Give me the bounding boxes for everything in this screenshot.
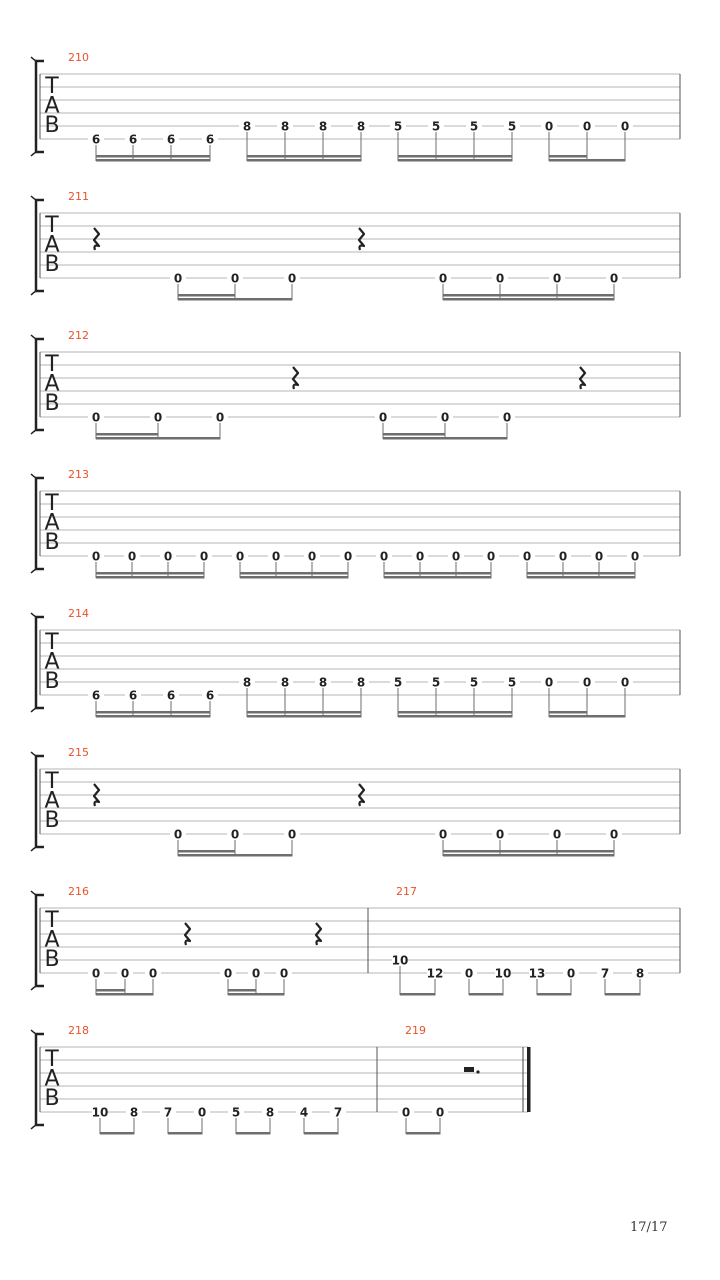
- beam: [400, 993, 436, 996]
- beam: [537, 993, 572, 996]
- beam: [406, 1132, 441, 1135]
- fret-number: 8: [280, 119, 290, 134]
- fret-number: 0: [271, 549, 281, 564]
- fret-number: 5: [507, 119, 517, 134]
- fret-number: 0: [620, 675, 630, 690]
- beam: [132, 576, 169, 579]
- fret-number: 0: [451, 549, 461, 564]
- tab-clef-letter: T: [45, 74, 59, 99]
- fret-number: 0: [502, 410, 512, 425]
- fret-number: 7: [600, 966, 610, 981]
- beam: [443, 294, 501, 297]
- beam: [557, 850, 615, 853]
- beam: [384, 572, 421, 575]
- beam: [96, 989, 126, 992]
- beam: [235, 854, 293, 857]
- fret-number: 0: [415, 549, 425, 564]
- fret-number: 5: [431, 675, 441, 690]
- fret-number: 0: [620, 119, 630, 134]
- beam: [276, 572, 313, 575]
- beam: [549, 711, 588, 714]
- fret-number: 4: [299, 1105, 309, 1120]
- fret-number: 0: [438, 827, 448, 842]
- beam: [323, 159, 362, 162]
- beam: [557, 294, 615, 297]
- beam: [474, 711, 513, 714]
- beam: [96, 155, 134, 158]
- beam: [563, 572, 600, 575]
- half-rest-icon: [464, 1067, 474, 1072]
- fret-number: 0: [609, 827, 619, 842]
- fret-number: 0: [582, 675, 592, 690]
- fret-number: 0: [235, 549, 245, 564]
- beam: [323, 715, 362, 718]
- fret-number: 0: [148, 966, 158, 981]
- beam: [133, 715, 172, 718]
- beam: [500, 294, 558, 297]
- beam: [599, 576, 636, 579]
- beam: [474, 159, 513, 162]
- beam: [133, 711, 172, 714]
- fret-number: 8: [242, 119, 252, 134]
- beam: [500, 854, 558, 857]
- beam: [312, 572, 349, 575]
- beam: [171, 715, 211, 718]
- fret-number: 6: [128, 688, 138, 703]
- beam: [96, 433, 159, 436]
- fret-number: 0: [199, 549, 209, 564]
- beam: [96, 993, 126, 996]
- fret-number: 0: [522, 549, 532, 564]
- beam: [96, 437, 159, 440]
- beam: [96, 572, 133, 575]
- tab-clef-letter: T: [45, 1047, 59, 1072]
- measure-number: 211: [68, 190, 89, 203]
- fret-number: 0: [609, 271, 619, 286]
- fret-number: 8: [129, 1105, 139, 1120]
- tab-clef-letter: B: [44, 947, 60, 972]
- fret-number: 0: [495, 827, 505, 842]
- fret-number: 5: [507, 675, 517, 690]
- beam: [443, 298, 501, 301]
- fret-number: 0: [215, 410, 225, 425]
- beam: [312, 576, 349, 579]
- beam: [456, 576, 492, 579]
- fret-number: 8: [635, 966, 645, 981]
- beam: [436, 159, 475, 162]
- beam: [171, 155, 211, 158]
- beam: [549, 715, 588, 718]
- fret-number: 10: [494, 966, 512, 981]
- tab-clef-letter: T: [45, 352, 59, 377]
- beam: [384, 576, 421, 579]
- fret-number: 0: [163, 549, 173, 564]
- measure-number: 212: [68, 329, 89, 342]
- tab-clef-letter: A: [44, 649, 60, 675]
- fret-number: 0: [230, 827, 240, 842]
- beam: [256, 993, 285, 996]
- beam: [96, 711, 134, 714]
- beam: [469, 993, 504, 996]
- fret-number: 0: [464, 966, 474, 981]
- fret-number: 0: [287, 271, 297, 286]
- fret-number: 0: [495, 271, 505, 286]
- beam: [247, 715, 286, 718]
- fret-number: 8: [242, 675, 252, 690]
- beam: [158, 437, 221, 440]
- measure-number: 216: [68, 885, 89, 898]
- beam: [247, 155, 286, 158]
- fret-number: 0: [153, 410, 163, 425]
- tab-clef-letter: B: [44, 808, 60, 833]
- beam: [323, 155, 362, 158]
- fret-number: 0: [223, 966, 233, 981]
- fret-number: 0: [435, 1105, 445, 1120]
- beam: [285, 155, 324, 158]
- fret-number: 6: [205, 132, 215, 147]
- beam: [587, 715, 626, 718]
- beam: [247, 159, 286, 162]
- tab-clef-letter: A: [44, 93, 60, 119]
- fret-number: 0: [594, 549, 604, 564]
- fret-number: 12: [426, 966, 444, 981]
- fret-number: 0: [197, 1105, 207, 1120]
- fret-number: 10: [391, 953, 409, 968]
- fret-number: 0: [230, 271, 240, 286]
- beam: [549, 155, 588, 158]
- beam: [240, 576, 277, 579]
- fret-number: 5: [231, 1105, 241, 1120]
- fret-number: 6: [128, 132, 138, 147]
- tab-clef-letter: B: [44, 1086, 60, 1111]
- beam: [563, 576, 600, 579]
- fret-number: 0: [251, 966, 261, 981]
- beam: [178, 298, 236, 301]
- beam: [100, 1132, 135, 1135]
- fret-number: 0: [630, 549, 640, 564]
- beam: [398, 155, 437, 158]
- measure-number: 210: [68, 51, 89, 64]
- rest-dot: [476, 1070, 479, 1073]
- fret-number: 0: [544, 675, 554, 690]
- fret-number: 8: [265, 1105, 275, 1120]
- tab-clef-letter: T: [45, 630, 59, 655]
- beam: [420, 572, 457, 575]
- fret-number: 0: [120, 966, 130, 981]
- tab-clef-letter: A: [44, 232, 60, 258]
- beam: [527, 576, 564, 579]
- fret-number: 7: [163, 1105, 173, 1120]
- beam: [276, 576, 313, 579]
- tab-clef-letter: A: [44, 371, 60, 397]
- fret-number: 0: [582, 119, 592, 134]
- fret-number: 5: [469, 675, 479, 690]
- measure-number: 214: [68, 607, 89, 620]
- measure-number: 218: [68, 1024, 89, 1037]
- beam: [443, 850, 501, 853]
- measure-number: 213: [68, 468, 89, 481]
- fret-number: 6: [205, 688, 215, 703]
- fret-number: 0: [552, 827, 562, 842]
- fret-number: 0: [401, 1105, 411, 1120]
- beam: [132, 572, 169, 575]
- fret-number: 8: [318, 119, 328, 134]
- fret-number: 0: [343, 549, 353, 564]
- fret-number: 6: [91, 688, 101, 703]
- beam: [178, 850, 236, 853]
- beam: [228, 993, 257, 996]
- fret-number: 0: [544, 119, 554, 134]
- beam: [383, 437, 446, 440]
- beam: [285, 711, 324, 714]
- beam: [436, 155, 475, 158]
- fret-number: 5: [393, 119, 403, 134]
- beam: [500, 298, 558, 301]
- tab-clef-letter: A: [44, 1066, 60, 1092]
- tab-clef-letter: B: [44, 252, 60, 277]
- tab-clef-letter: T: [45, 908, 59, 933]
- beam: [436, 711, 475, 714]
- fret-number: 8: [356, 675, 366, 690]
- measure-number: 219: [405, 1024, 426, 1037]
- measure-number: 217: [396, 885, 417, 898]
- beam: [236, 1132, 271, 1135]
- fret-number: 0: [566, 966, 576, 981]
- tab-clef-letter: A: [44, 927, 60, 953]
- beam: [398, 715, 437, 718]
- tab-clef-letter: T: [45, 213, 59, 238]
- fret-number: 0: [440, 410, 450, 425]
- fret-number: 10: [91, 1105, 109, 1120]
- beam: [235, 298, 293, 301]
- fret-number: 0: [552, 271, 562, 286]
- fret-number: 0: [307, 549, 317, 564]
- beam: [443, 854, 501, 857]
- fret-number: 0: [173, 271, 183, 286]
- fret-number: 7: [333, 1105, 343, 1120]
- tab-clef-letter: A: [44, 510, 60, 536]
- tab-clef-letter: B: [44, 113, 60, 138]
- beam: [171, 711, 211, 714]
- beam: [168, 576, 205, 579]
- beam: [96, 159, 134, 162]
- fret-number: 5: [469, 119, 479, 134]
- fret-number: 0: [91, 410, 101, 425]
- fret-number: 0: [486, 549, 496, 564]
- beam: [383, 433, 446, 436]
- beam: [171, 159, 211, 162]
- tab-clef-letter: B: [44, 530, 60, 555]
- beam: [133, 159, 172, 162]
- tab-clef-letter: A: [44, 788, 60, 814]
- fret-number: 0: [91, 549, 101, 564]
- beam: [285, 715, 324, 718]
- fret-number: 8: [356, 119, 366, 134]
- beam: [527, 572, 564, 575]
- fret-number: 0: [287, 827, 297, 842]
- beam: [456, 572, 492, 575]
- beam: [474, 155, 513, 158]
- fret-number: 0: [438, 271, 448, 286]
- tab-clef-letter: T: [45, 769, 59, 794]
- beam: [557, 298, 615, 301]
- beam: [168, 1132, 203, 1135]
- beam: [500, 850, 558, 853]
- beam: [125, 993, 154, 996]
- beam: [168, 572, 205, 575]
- beam: [398, 711, 437, 714]
- tab-clef-letter: T: [45, 491, 59, 516]
- beam: [178, 294, 236, 297]
- final-barline-thick: [527, 1047, 531, 1112]
- fret-number: 0: [127, 549, 137, 564]
- fret-number: 8: [318, 675, 328, 690]
- measure-number: 215: [68, 746, 89, 759]
- fret-number: 8: [280, 675, 290, 690]
- beam: [436, 715, 475, 718]
- beam: [557, 854, 615, 857]
- fret-number: 0: [279, 966, 289, 981]
- fret-number: 0: [173, 827, 183, 842]
- fret-number: 6: [91, 132, 101, 147]
- beam: [549, 159, 588, 162]
- beam: [304, 1132, 339, 1135]
- fret-number: 0: [558, 549, 568, 564]
- beam: [247, 711, 286, 714]
- fret-number: 5: [431, 119, 441, 134]
- fret-number: 6: [166, 132, 176, 147]
- tab-clef-letter: B: [44, 669, 60, 694]
- beam: [240, 572, 277, 575]
- beam: [133, 155, 172, 158]
- beam: [420, 576, 457, 579]
- beam: [474, 715, 513, 718]
- beam: [398, 159, 437, 162]
- fret-number: 13: [528, 966, 546, 981]
- beam: [587, 159, 626, 162]
- beam: [96, 576, 133, 579]
- page-number: 17/17: [630, 1220, 668, 1235]
- tab-clef-letter: B: [44, 391, 60, 416]
- beam: [599, 572, 636, 575]
- fret-number: 0: [379, 549, 389, 564]
- beam: [96, 715, 134, 718]
- fret-number: 5: [393, 675, 403, 690]
- fret-number: 0: [378, 410, 388, 425]
- beam: [445, 437, 508, 440]
- fret-number: 6: [166, 688, 176, 703]
- beam: [323, 711, 362, 714]
- beam: [605, 993, 641, 996]
- fret-number: 0: [91, 966, 101, 981]
- beam: [178, 854, 236, 857]
- beam: [228, 989, 257, 992]
- beam: [285, 159, 324, 162]
